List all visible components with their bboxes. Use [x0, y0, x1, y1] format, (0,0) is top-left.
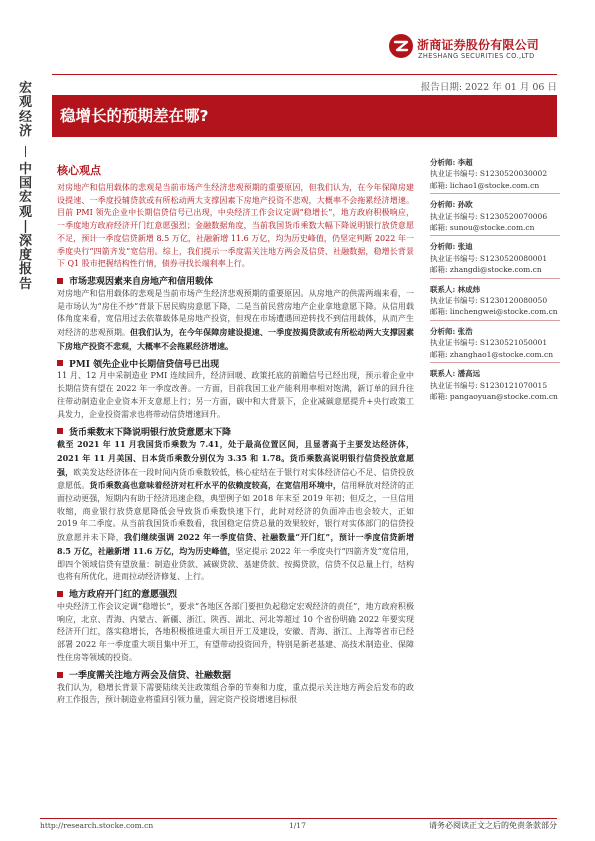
- section-heading: [57, 424, 414, 438]
- section-marker-icon: [57, 278, 63, 284]
- section-text-3: 坚定提示 2022 年一季度央行“四箭齐发”宽信用，即四个领域信贷有望放量：制造业贷款、减碳贷款、基建贷款、按揭贷款，信贷不仅总量上行，结构也将有所优化，进而拉动经济修复、上行。: [57, 546, 414, 582]
- category-char: 观: [18, 95, 32, 111]
- header-rule: [52, 74, 557, 75]
- report-title: 稳增长的预期差在哪?: [60, 107, 209, 125]
- report-category-strip: [10, 82, 41, 292]
- analyst-email-line: [430, 391, 580, 402]
- category-char: 深: [18, 233, 32, 249]
- section-text-2: 信用释放对经济的正面拉动更强，短期内有助于经济迅速企稳，典型例子如 2018 年末至 2019 年初；但反之，一旦信用收缩，商业银行放贷意愿降低会导致货币乘数快速下行，此时对经济的负面冲击也会较大，正如 2019 年二季度。从当前我国货币乘数看，我国稳定信贷总量的效果较好，银行对实体部门的信贷投放意愿并未下降，: [57, 481, 415, 543]
- analyst-name: 张迪: [457, 242, 473, 252]
- core-view-heading: 核心观点: [57, 164, 101, 177]
- section-pmi: [57, 356, 414, 421]
- zheshang-logo-icon: [388, 33, 414, 59]
- analyst-cert-line: [430, 168, 580, 179]
- category-char: |: [23, 219, 28, 235]
- company-name-cn: 浙商证券股份有限公司: [417, 38, 540, 52]
- analyst-name: 孙欧: [457, 200, 473, 210]
- report-date-label: 报告日期:: [420, 82, 463, 93]
- cert-number: S1230120080050: [479, 296, 548, 306]
- cert-number: S1230520070006: [479, 211, 548, 221]
- cert-label: 执业证书编号:: [430, 296, 478, 306]
- section-paragraph: 我们认为，稳增长背景下需要陆续关注政策组合拳的节奏和力度，重点提示关注地方两会后发布的政府工作报告，预计制造业将重回引领力量，固定资产投资增速目标很: [57, 682, 414, 705]
- category-china-macro-deep-report: [10, 163, 41, 293]
- section-q1-focus: [57, 668, 414, 707]
- cert-number: S1230521050001: [479, 338, 548, 348]
- category-char: 国: [18, 176, 32, 192]
- category-char: 宏: [18, 81, 32, 96]
- analyst-role: 分析师:: [430, 242, 456, 252]
- analyst-email-line: [430, 264, 580, 275]
- research-site-link[interactable]: http://research.stocke.com.cn: [40, 821, 154, 830]
- company-name-en: ZHESHANG SECURITIES CO.,LTD: [418, 52, 535, 60]
- report-date: [421, 79, 557, 93]
- company-logo: [388, 31, 558, 71]
- report-date-value: 2022 年 01 月 06 日: [465, 82, 557, 93]
- analyst-email[interactable]: linchengwei@stocke.com.cn: [449, 307, 558, 317]
- analyst-divider: [430, 278, 560, 279]
- section-real-estate: [57, 274, 414, 354]
- analyst-email[interactable]: sunou@stocke.com.cn: [449, 223, 535, 233]
- section-heading: [57, 274, 414, 288]
- disclaimer-notice: 请务必阅读正文之后的免责条款部分: [429, 821, 557, 830]
- cert-label: 执业证书编号:: [430, 380, 478, 390]
- analyst-card: [430, 199, 580, 236]
- cert-number: S1230520030002: [479, 169, 548, 179]
- analyst-role: 分析师:: [430, 158, 456, 167]
- category-char: 济: [18, 124, 32, 140]
- section-marker-icon: [57, 672, 63, 678]
- section-title: 市场悲观因素来自房地产和信用载体: [69, 277, 214, 288]
- analyst-cert-line: [430, 253, 580, 264]
- analyst-role: 分析师:: [430, 200, 456, 210]
- section-title: 货币乘数末下降说明银行放贷意愿末下降: [69, 427, 232, 438]
- email-label: 邮箱:: [430, 223, 448, 233]
- section-marker-icon: [57, 428, 63, 434]
- analyst-email-line: [430, 180, 580, 191]
- analyst-email[interactable]: zhangdi@stocke.com.cn: [449, 265, 542, 275]
- section-bold-text: 但我们认为，在今年保障房建设提速、一季度按揭贷款或有所松动两大支撑因素下房地产投资不悲观，大概率不会拖累经济增速。: [57, 327, 414, 351]
- category-char: 宏: [18, 190, 32, 206]
- section-heading: [57, 356, 414, 370]
- analyst-email[interactable]: pangaoyuan@stocke.com.cn: [449, 391, 558, 401]
- analyst-email-line: [430, 349, 580, 360]
- section-title: 一季度需关注地方两会及信贷、社融数据: [69, 671, 232, 681]
- footer-rule: [40, 818, 557, 819]
- analyst-role: 联系人:: [430, 284, 456, 294]
- analyst-role: 联系人:: [430, 369, 456, 379]
- email-label: 邮箱:: [430, 265, 448, 275]
- analyst-name-line: [430, 368, 580, 379]
- page-number: 1/17: [289, 821, 306, 830]
- section-local-government: [57, 587, 414, 665]
- category-divider: [25, 146, 26, 157]
- analyst-cert-line: [430, 295, 580, 306]
- analyst-card: [430, 284, 580, 321]
- section-bold-lead: 截至 2021 年 11 月我国货币乘数为 7.41，处于最高位置区间，且显著高于主要发达经济体，2021 年 11 月美国、日本货币乘数分别仅为 3.35 和 1.78。货币乘数高说明银行信贷投放意愿强，: [57, 439, 414, 477]
- email-label: 邮箱:: [430, 349, 448, 359]
- analyst-name-line: [430, 284, 580, 295]
- analyst-card: [430, 368, 580, 402]
- section-money-multiplier: [57, 424, 414, 584]
- analyst-email[interactable]: lichao1@stocke.com.cn: [449, 180, 540, 190]
- analyst-divider: [430, 320, 560, 321]
- section-paragraph: [57, 438, 414, 584]
- analyst-list: [430, 157, 580, 407]
- analyst-name-line: [430, 326, 580, 337]
- section-marker-icon: [57, 360, 63, 366]
- analyst-card: [430, 157, 580, 194]
- section-heading: [57, 587, 414, 601]
- analyst-name-line: [430, 241, 580, 252]
- section-text: 对房地产和信用载体的悲观是当前市场产生经济悲观预期的重要原因。从房地产的供需两端来看，一是市场认为“房住不炒”背景下居民购房意愿下降，二是当前民营房地产企业拿地意愿下降。从信用载体角度来看，宽信用过去依靠载体是房地产投资，但现在市场遭遇回逆转找不到信用载体，从而产生对经济的悲观预期。: [57, 288, 414, 338]
- analyst-name-line: [430, 199, 580, 210]
- analyst-email-line: [430, 306, 580, 317]
- category-char: 中: [18, 161, 32, 177]
- analyst-name-line: [430, 157, 580, 168]
- analyst-card: [430, 241, 580, 278]
- category-macro-economy: [10, 82, 41, 140]
- section-paragraph: 中央经济工作会议定调“稳增长”，要求“各地区各部门要担负起稳定宏观经济的责任”，地方政府积极响应，北京、青海、内蒙古、新疆、浙江、陕西、湖北、河北等超过 10 个省份明确 2022 年要实现经济开门红，落实稳增长，各地积极推进重大项目开工及建设，安徽、青海、浙江、上海等省市已经部署 2022 年一季度重大项目集中开工，有望带动投资回升，特别是新老基建、高技术制造业、保障性住房等领域的投资。: [57, 601, 414, 662]
- analyst-name: 李超: [457, 158, 473, 167]
- cert-label: 执业证书编号:: [430, 211, 478, 221]
- analyst-divider: [430, 193, 560, 194]
- category-char: 报: [18, 262, 32, 278]
- section-paragraph: 11 月、12 月中采制造业 PMI 连续回升，经济回暖、政策托底的前瞻信号已经出现，预示着企业中长期信贷有望在 2022 年一季度改善。一方面，目前我国工业产能利用率相对饱满，新订单的回升往往带动制造业企业资本开支意愿上行；另一方面，碳中和大背景下，企业减碳意愿提升+央行政策工具发力，企业投资需求也将带动信贷增速回升。: [57, 371, 414, 419]
- cert-number: S1230520080001: [479, 253, 548, 263]
- analyst-role: 分析师:: [430, 326, 456, 336]
- title-banner: [52, 95, 557, 137]
- analyst-name: 潘高远: [457, 369, 481, 379]
- cert-label: 执业证书编号:: [430, 338, 478, 348]
- analyst-divider: [430, 235, 560, 236]
- analyst-name: 张浩: [457, 326, 473, 336]
- email-label: 邮箱:: [430, 180, 448, 190]
- core-view-paragraph: 对房地产和信用载体的悲观是当前市场产生经济悲观预期的重要原因，但我们认为，在今年保障房建设提速、一季度投辅贷款或有所松动两大支撑因素下房地产投资不悲观，大概率不会拖累经济增速。目前 PMI 领先企业中长期信贷信号已出现，中央经济工作会议定调“稳增长”，地方政府积极响应，一季度地方政府经济开门红意愿强烈；金融数据角度，当前我国货币乘数大幅下降说明银行放贷意愿不足，预计一季度信贷新增 8.5 万亿，社融新增 11.6 万亿，均为历史峰值，仍坚定判断 2022 年一季度央行“四箭齐发”宽信用。综上，我们提示一季度需关注地方两会及信贷、社融数据，稳增长背景下 Q1 股市把握结构性行情，债券寻找长端利率上行。: [57, 183, 414, 269]
- section-title: PMI 领先企业中长期信贷信号已出现: [69, 359, 220, 370]
- analyst-name: 林成炜: [457, 284, 481, 294]
- section-marker-icon: [57, 591, 63, 597]
- analyst-cert-line: [430, 211, 580, 222]
- category-char: 观: [18, 204, 32, 220]
- analyst-email[interactable]: zhanghao1@stocke.com.cn: [449, 349, 554, 359]
- cert-label: 执业证书编号:: [430, 253, 478, 263]
- cert-label: 执业证书编号:: [430, 169, 478, 179]
- analyst-cert-line: [430, 337, 580, 348]
- section-bold-end: 我们继续强调 2022 年一季度信贷、社融数量“开门红”，预计一季度信贷新增 8.5 万亿，社融新增 11.6 万亿，均为历史峰值，: [57, 532, 415, 556]
- section-bold-mid: 货币乘数高也意味着经济对杠杆水平的依赖度较高，在宽信用环境中，: [89, 480, 342, 491]
- cert-number: S1230121070015: [479, 380, 548, 390]
- analyst-divider: [430, 362, 560, 363]
- email-label: 邮箱:: [430, 391, 448, 401]
- main-content: [57, 162, 414, 707]
- category-char: 告: [18, 276, 32, 292]
- email-label: 邮箱:: [430, 307, 448, 317]
- analyst-cert-line: [430, 380, 580, 391]
- category-char: 经: [18, 109, 32, 125]
- category-char: 度: [18, 248, 32, 264]
- section-title: 地方政府开门红的意愿强烈: [69, 590, 178, 601]
- analyst-email-line: [430, 222, 580, 233]
- analyst-card: [430, 326, 580, 363]
- section-paragraph: [57, 288, 414, 354]
- section-heading: [57, 668, 414, 682]
- section-text: 欧美发达经济体在一段时间内货币乘数较低，核心症结在于银行对实体经济信心不足、信贷投放意愿低。: [57, 467, 414, 491]
